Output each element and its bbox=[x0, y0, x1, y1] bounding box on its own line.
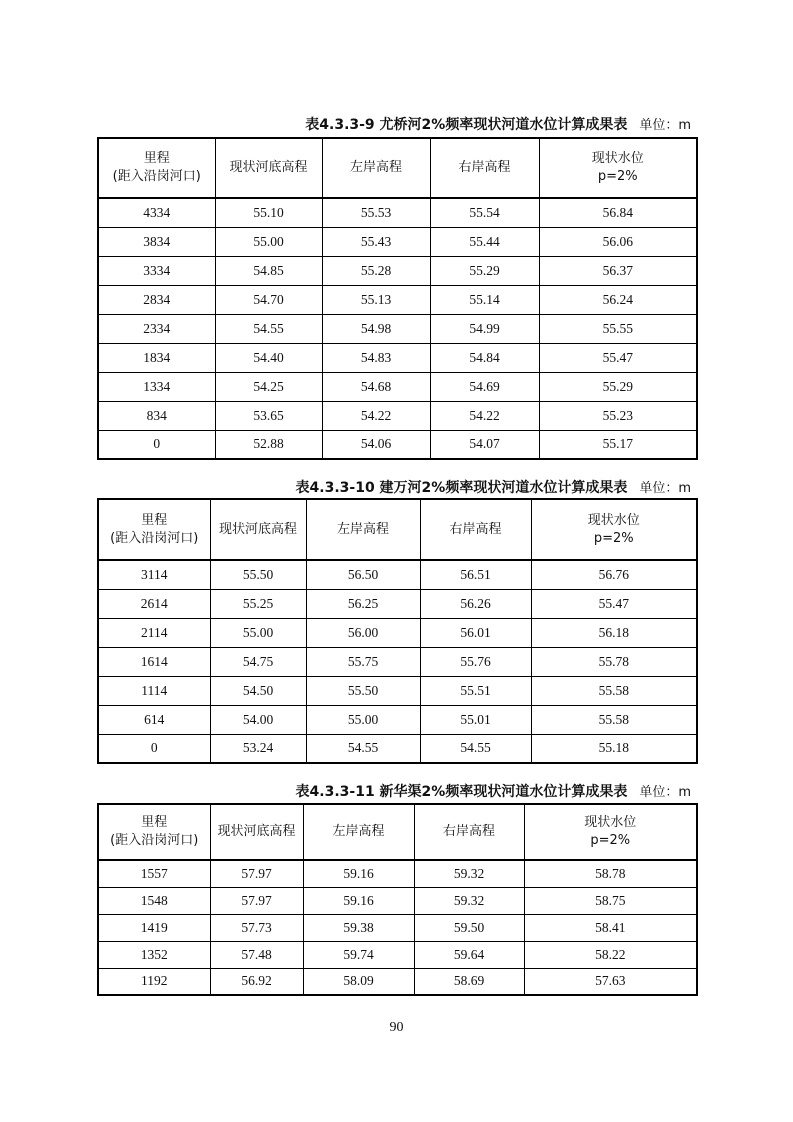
table-row bbox=[98, 941, 697, 968]
cell-bed-elevation: 53.24 bbox=[210, 734, 306, 763]
cell-left-bank: 56.00 bbox=[306, 618, 420, 647]
table-row bbox=[98, 589, 697, 618]
cell-right-bank: 59.32 bbox=[414, 860, 524, 887]
cell-water-level: 55.47 bbox=[539, 343, 697, 372]
cell-bed-elevation: 55.50 bbox=[210, 560, 306, 589]
cell-bed-elevation: 54.25 bbox=[215, 372, 322, 401]
cell-right-bank: 55.54 bbox=[430, 198, 539, 227]
header-mileage: 里程 (距入沿岗河口) bbox=[98, 804, 210, 860]
cell-water-level: 55.58 bbox=[531, 705, 697, 734]
cell-mileage: 1334 bbox=[98, 372, 215, 401]
cell-mileage: 0 bbox=[98, 430, 215, 459]
header-mileage: 里程 (距入沿岗河口) bbox=[98, 138, 215, 198]
cell-left-bank: 55.00 bbox=[306, 705, 420, 734]
header-left-bank: 左岸高程 bbox=[322, 138, 430, 198]
cell-mileage: 3114 bbox=[98, 560, 210, 589]
header-mileage: 里程 (距入沿岗河口) bbox=[98, 499, 210, 560]
cell-mileage: 614 bbox=[98, 705, 210, 734]
table-header-row bbox=[98, 804, 697, 860]
cell-bed-elevation: 54.00 bbox=[210, 705, 306, 734]
header-left-bank: 左岸高程 bbox=[306, 499, 420, 560]
cell-left-bank: 54.98 bbox=[322, 314, 430, 343]
cell-water-level: 55.58 bbox=[531, 676, 697, 705]
cell-left-bank: 54.55 bbox=[306, 734, 420, 763]
cell-right-bank: 55.44 bbox=[430, 227, 539, 256]
cell-right-bank: 54.69 bbox=[430, 372, 539, 401]
page-number: 90 bbox=[389, 1020, 404, 1035]
cell-right-bank: 56.51 bbox=[420, 560, 531, 589]
cell-water-level: 56.84 bbox=[539, 198, 697, 227]
cell-mileage: 1557 bbox=[98, 860, 210, 887]
table-body bbox=[98, 560, 697, 763]
header-left-bank: 左岸高程 bbox=[303, 804, 414, 860]
cell-left-bank: 59.74 bbox=[303, 941, 414, 968]
cell-right-bank: 54.99 bbox=[430, 314, 539, 343]
water-level-table-jianwan bbox=[97, 498, 698, 764]
cell-water-level: 56.37 bbox=[539, 256, 697, 285]
table-header-row bbox=[98, 499, 697, 560]
cell-mileage: 2834 bbox=[98, 285, 215, 314]
table-unit: 单位：m bbox=[639, 785, 691, 800]
table-body bbox=[98, 198, 697, 459]
table-row bbox=[98, 968, 697, 995]
table-row bbox=[98, 314, 697, 343]
cell-mileage: 1614 bbox=[98, 647, 210, 676]
cell-bed-elevation: 54.70 bbox=[215, 285, 322, 314]
cell-left-bank: 58.09 bbox=[303, 968, 414, 995]
header-water-level: 现状水位 p=2% bbox=[539, 138, 697, 198]
table-row bbox=[98, 430, 697, 459]
cell-mileage: 1834 bbox=[98, 343, 215, 372]
cell-left-bank: 59.16 bbox=[303, 887, 414, 914]
cell-mileage: 0 bbox=[98, 734, 210, 763]
cell-mileage: 3334 bbox=[98, 256, 215, 285]
header-right-bank: 右岸高程 bbox=[414, 804, 524, 860]
cell-right-bank: 59.32 bbox=[414, 887, 524, 914]
header-right-bank: 右岸高程 bbox=[420, 499, 531, 560]
table-row bbox=[98, 560, 697, 589]
cell-mileage: 834 bbox=[98, 401, 215, 430]
cell-bed-elevation: 53.65 bbox=[215, 401, 322, 430]
cell-water-level: 56.76 bbox=[531, 560, 697, 589]
cell-left-bank: 59.38 bbox=[303, 914, 414, 941]
cell-left-bank: 56.50 bbox=[306, 560, 420, 589]
table-unit: 单位：m bbox=[639, 118, 691, 133]
cell-bed-elevation: 57.97 bbox=[210, 860, 303, 887]
table-row bbox=[98, 705, 697, 734]
cell-water-level: 58.75 bbox=[524, 887, 697, 914]
cell-water-level: 58.41 bbox=[524, 914, 697, 941]
table-row bbox=[98, 860, 697, 887]
cell-mileage: 1192 bbox=[98, 968, 210, 995]
cell-left-bank: 55.50 bbox=[306, 676, 420, 705]
table-title: 表4.3.3-9 尤桥河2%频率现状河道水位计算成果表 bbox=[305, 117, 628, 133]
cell-water-level: 55.17 bbox=[539, 430, 697, 459]
cell-mileage: 4334 bbox=[98, 198, 215, 227]
cell-water-level: 55.47 bbox=[531, 589, 697, 618]
cell-bed-elevation: 57.97 bbox=[210, 887, 303, 914]
table-row bbox=[98, 914, 697, 941]
cell-mileage: 1419 bbox=[98, 914, 210, 941]
cell-water-level: 55.29 bbox=[539, 372, 697, 401]
table-row bbox=[98, 227, 697, 256]
table-caption bbox=[296, 782, 691, 802]
cell-mileage: 1352 bbox=[98, 941, 210, 968]
cell-water-level: 58.78 bbox=[524, 860, 697, 887]
cell-left-bank: 55.28 bbox=[322, 256, 430, 285]
cell-right-bank: 55.51 bbox=[420, 676, 531, 705]
cell-right-bank: 56.26 bbox=[420, 589, 531, 618]
cell-mileage: 2334 bbox=[98, 314, 215, 343]
cell-right-bank: 54.22 bbox=[430, 401, 539, 430]
water-level-table-youqiao bbox=[97, 137, 698, 460]
table-row bbox=[98, 676, 697, 705]
water-level-table-xinhua bbox=[97, 803, 698, 996]
cell-right-bank: 54.55 bbox=[420, 734, 531, 763]
table-row bbox=[98, 198, 697, 227]
header-right-bank: 右岸高程 bbox=[430, 138, 539, 198]
cell-right-bank: 55.29 bbox=[430, 256, 539, 285]
cell-left-bank: 54.06 bbox=[322, 430, 430, 459]
cell-left-bank: 54.68 bbox=[322, 372, 430, 401]
cell-water-level: 55.55 bbox=[539, 314, 697, 343]
cell-bed-elevation: 56.92 bbox=[210, 968, 303, 995]
table-row bbox=[98, 285, 697, 314]
cell-right-bank: 59.50 bbox=[414, 914, 524, 941]
table-unit: 单位：m bbox=[639, 481, 691, 496]
cell-left-bank: 55.43 bbox=[322, 227, 430, 256]
header-bed-elevation: 现状河底高程 bbox=[215, 138, 322, 198]
cell-left-bank: 56.25 bbox=[306, 589, 420, 618]
table-caption bbox=[296, 478, 691, 498]
table-row bbox=[98, 647, 697, 676]
cell-water-level: 56.06 bbox=[539, 227, 697, 256]
table-row bbox=[98, 887, 697, 914]
table-body bbox=[98, 860, 697, 995]
cell-left-bank: 55.13 bbox=[322, 285, 430, 314]
cell-left-bank: 59.16 bbox=[303, 860, 414, 887]
cell-mileage: 1548 bbox=[98, 887, 210, 914]
table-row bbox=[98, 256, 697, 285]
cell-right-bank: 54.84 bbox=[430, 343, 539, 372]
cell-bed-elevation: 55.00 bbox=[215, 227, 322, 256]
cell-bed-elevation: 54.50 bbox=[210, 676, 306, 705]
cell-mileage: 2114 bbox=[98, 618, 210, 647]
cell-water-level: 57.63 bbox=[524, 968, 697, 995]
cell-water-level: 55.23 bbox=[539, 401, 697, 430]
cell-bed-elevation: 55.10 bbox=[215, 198, 322, 227]
cell-bed-elevation: 55.00 bbox=[210, 618, 306, 647]
cell-water-level: 58.22 bbox=[524, 941, 697, 968]
table-row bbox=[98, 618, 697, 647]
cell-left-bank: 55.53 bbox=[322, 198, 430, 227]
table-title: 表4.3.3-11 新华渠2%频率现状河道水位计算成果表 bbox=[295, 784, 628, 800]
cell-right-bank: 55.14 bbox=[430, 285, 539, 314]
cell-bed-elevation: 54.85 bbox=[215, 256, 322, 285]
cell-left-bank: 54.22 bbox=[322, 401, 430, 430]
cell-right-bank: 55.01 bbox=[420, 705, 531, 734]
header-water-level: 现状水位 p=2% bbox=[531, 499, 697, 560]
cell-water-level: 56.18 bbox=[531, 618, 697, 647]
cell-bed-elevation: 54.55 bbox=[215, 314, 322, 343]
table-row bbox=[98, 372, 697, 401]
cell-water-level: 55.78 bbox=[531, 647, 697, 676]
cell-right-bank: 56.01 bbox=[420, 618, 531, 647]
cell-mileage: 2614 bbox=[98, 589, 210, 618]
cell-water-level: 55.18 bbox=[531, 734, 697, 763]
cell-bed-elevation: 55.25 bbox=[210, 589, 306, 618]
cell-right-bank: 55.76 bbox=[420, 647, 531, 676]
cell-bed-elevation: 52.88 bbox=[215, 430, 322, 459]
cell-right-bank: 54.07 bbox=[430, 430, 539, 459]
table-header-row bbox=[98, 138, 697, 198]
table-caption bbox=[305, 115, 691, 135]
table-row bbox=[98, 734, 697, 763]
cell-mileage: 1114 bbox=[98, 676, 210, 705]
cell-left-bank: 54.83 bbox=[322, 343, 430, 372]
cell-right-bank: 59.64 bbox=[414, 941, 524, 968]
cell-left-bank: 55.75 bbox=[306, 647, 420, 676]
header-bed-elevation: 现状河底高程 bbox=[210, 499, 306, 560]
cell-bed-elevation: 54.75 bbox=[210, 647, 306, 676]
table-title: 表4.3.3-10 建万河2%频率现状河道水位计算成果表 bbox=[295, 480, 628, 496]
header-bed-elevation: 现状河底高程 bbox=[210, 804, 303, 860]
cell-water-level: 56.24 bbox=[539, 285, 697, 314]
cell-bed-elevation: 57.48 bbox=[210, 941, 303, 968]
cell-right-bank: 58.69 bbox=[414, 968, 524, 995]
header-water-level: 现状水位 p=2% bbox=[524, 804, 697, 860]
cell-mileage: 3834 bbox=[98, 227, 215, 256]
cell-bed-elevation: 57.73 bbox=[210, 914, 303, 941]
table-row bbox=[98, 343, 697, 372]
table-row bbox=[98, 401, 697, 430]
cell-bed-elevation: 54.40 bbox=[215, 343, 322, 372]
